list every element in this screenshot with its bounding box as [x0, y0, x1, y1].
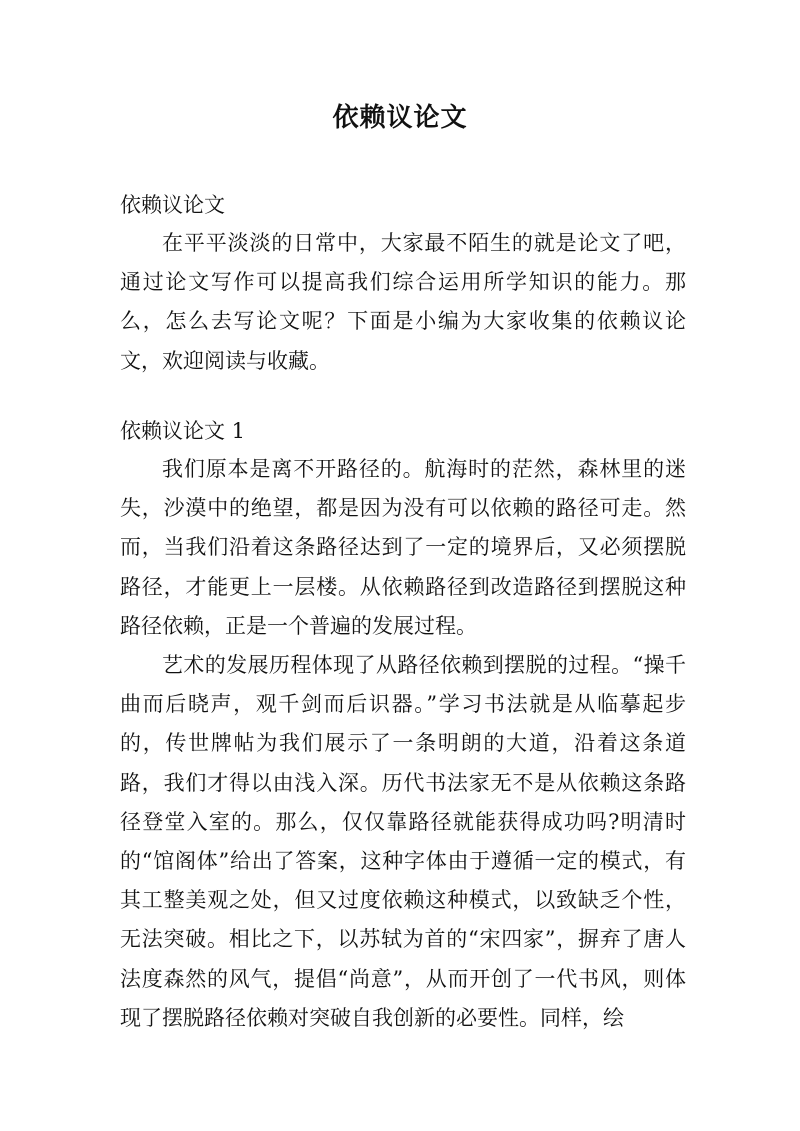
body-paragraph: 我们原本是离不开路径的。航海时的茫然，森林里的迷失，沙漠中的绝望，都是因为没有可以依赖的路径可走。然而，当我们沿着这条路径达到了一定的境界后，又必须摆脱路径，才能更上一层楼。从依赖路径到改造路径到摆脱这种路径依赖，正是一个普遍的发展过程。	[120, 457, 686, 638]
document-title: 依赖议论文	[332, 103, 468, 133]
intro-heading: 依赖议论文	[120, 193, 225, 217]
intro-paragraph: 在平平淡淡的日常中，大家最不陌生的就是论文了吧，通过论文写作可以提高我们综合运用所学知识的能力。那么，怎么去写论文呢？下面是小编为大家收集的依赖议论文，欢迎阅读与收藏。	[120, 231, 686, 373]
body-paragraph: 艺术的发展历程体现了从路径依赖到摆脱的过程。“操千曲而后晓声，观千剑而后识器。”学习书法就是从临摹起步的，传世牌帖为我们展示了一条明朗的大道，沿着这条道路，我们才得以由浅入深。历代书法家无不是从依赖这条路径登堂入室的。那么，仅仅靠路径就能获得成功吗?明清时的“馆阁体”给出了答案，这种字体由于遵循一定的模式，有其工整美观之处，但又过度依赖这种模式，以致缺乏个性，无法突破。相比之下，以苏轼为首的“宋四家”，摒弃了唐人法度森然的风气，提倡“尚意”，从而开创了一代书风，则体现了摆脱路径依赖对突破自我创新的必要性。同样，绘	[120, 653, 686, 1030]
section-heading: 依赖议论文 1	[120, 419, 246, 443]
